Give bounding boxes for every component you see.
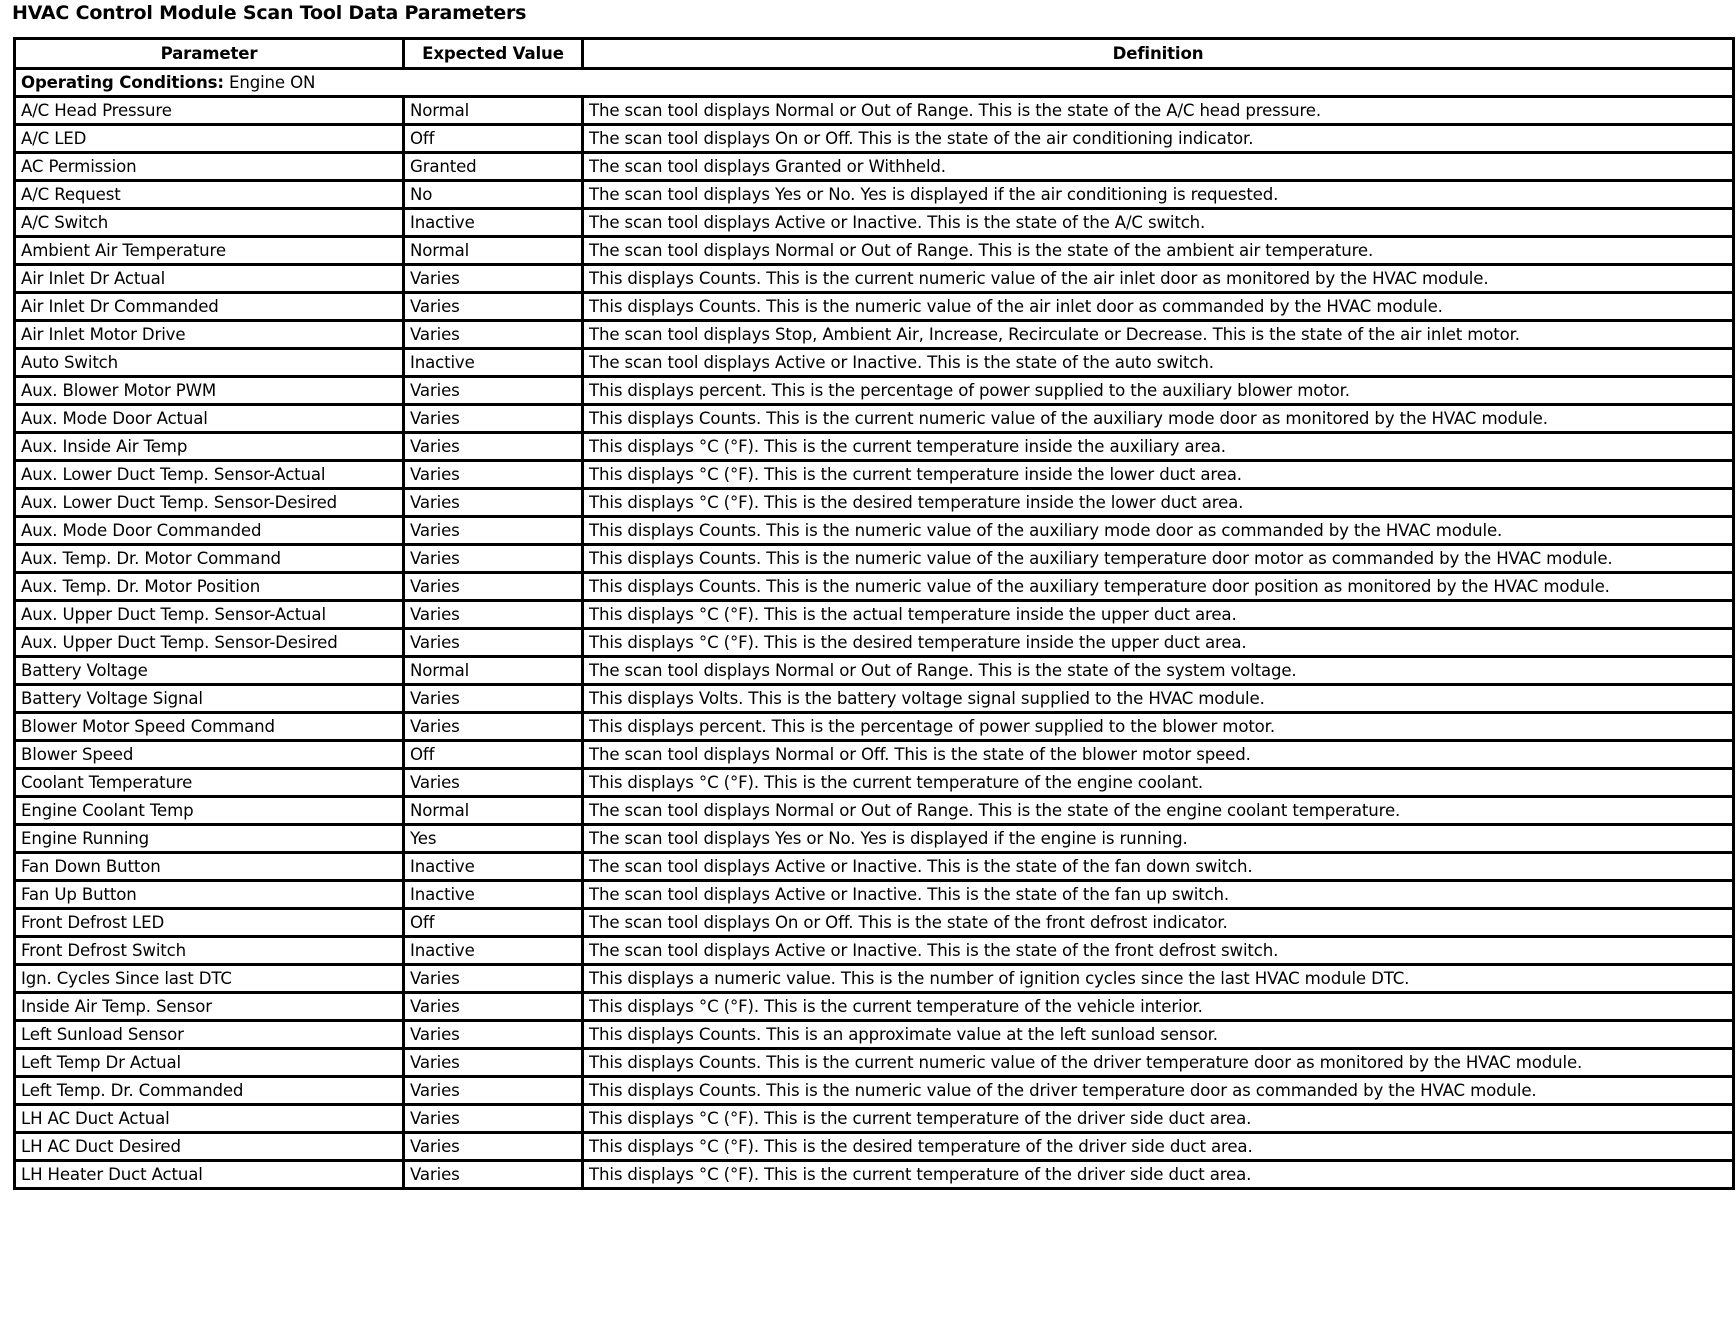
definition-cell: This displays Counts. This is the current numeric value of the auxiliary mode door as monitored by the HVAC module. — [583, 405, 1734, 433]
expected-value-cell: Varies — [404, 993, 583, 1021]
expected-value-cell: Off — [404, 909, 583, 937]
table-row — [15, 685, 1734, 713]
parameter-cell: Aux. Mode Door Commanded — [15, 517, 404, 545]
operating-conditions-value: Engine ON — [229, 73, 316, 92]
definition-cell: This displays Volts. This is the battery voltage signal supplied to the HVAC module. — [583, 685, 1734, 713]
expected-value-cell: Varies — [404, 433, 583, 461]
definition-cell: The scan tool displays Active or Inactive. This is the state of the fan down switch. — [583, 853, 1734, 881]
expected-value-cell: Varies — [404, 1133, 583, 1161]
parameter-cell: A/C Head Pressure — [15, 97, 404, 125]
definition-cell: This displays °C (°F). This is the current temperature of the driver side duct area. — [583, 1161, 1734, 1189]
definition-cell: This displays Counts. This is the numeric value of the auxiliary mode door as commanded by the HVAC module. — [583, 517, 1734, 545]
parameter-cell: LH AC Duct Desired — [15, 1133, 404, 1161]
parameter-cell: Aux. Blower Motor PWM — [15, 377, 404, 405]
parameter-cell: Auto Switch — [15, 349, 404, 377]
table-row — [15, 881, 1734, 909]
definition-cell: This displays Counts. This is the numeric value of the air inlet door as commanded by the HVAC module. — [583, 293, 1734, 321]
table-row — [15, 517, 1734, 545]
table-row — [15, 937, 1734, 965]
definition-cell: The scan tool displays Active or Inactive. This is the state of the A/C switch. — [583, 209, 1734, 237]
expected-value-cell: Inactive — [404, 937, 583, 965]
definition-cell: This displays °C (°F). This is the current temperature inside the lower duct area. — [583, 461, 1734, 489]
table-row — [15, 181, 1734, 209]
definition-cell: The scan tool displays Active or Inactive. This is the state of the front defrost switch. — [583, 937, 1734, 965]
parameters-table — [13, 37, 1735, 1190]
parameter-cell: Aux. Temp. Dr. Motor Command — [15, 545, 404, 573]
parameter-cell: Battery Voltage Signal — [15, 685, 404, 713]
parameter-cell: LH Heater Duct Actual — [15, 1161, 404, 1189]
parameter-cell: Aux. Temp. Dr. Motor Position — [15, 573, 404, 601]
table-row — [15, 825, 1734, 853]
definition-cell: This displays °C (°F). This is the desired temperature inside the upper duct area. — [583, 629, 1734, 657]
definition-cell: The scan tool displays Normal or Out of Range. This is the state of the A/C head pressure. — [583, 97, 1734, 125]
expected-value-cell: Varies — [404, 629, 583, 657]
table-row — [15, 573, 1734, 601]
parameter-cell: Inside Air Temp. Sensor — [15, 993, 404, 1021]
table-row — [15, 657, 1734, 685]
parameter-cell: Engine Coolant Temp — [15, 797, 404, 825]
expected-value-cell: Granted — [404, 153, 583, 181]
parameter-cell: Aux. Upper Duct Temp. Sensor-Desired — [15, 629, 404, 657]
table-row — [15, 909, 1734, 937]
definition-cell: The scan tool displays Active or Inactive. This is the state of the fan up switch. — [583, 881, 1734, 909]
table-row — [15, 1049, 1734, 1077]
table-row — [15, 1105, 1734, 1133]
definition-cell: This displays °C (°F). This is the current temperature of the driver side duct area. — [583, 1105, 1734, 1133]
parameter-cell: A/C LED — [15, 125, 404, 153]
page-title: HVAC Control Module Scan Tool Data Parameters — [12, 2, 527, 24]
expected-value-cell: Varies — [404, 1049, 583, 1077]
table-row — [15, 797, 1734, 825]
expected-value-cell: Varies — [404, 1161, 583, 1189]
table-row — [15, 1161, 1734, 1189]
parameter-cell: Front Defrost Switch — [15, 937, 404, 965]
table-row — [15, 97, 1734, 125]
parameter-cell: A/C Request — [15, 181, 404, 209]
table-row — [15, 433, 1734, 461]
parameter-cell: Air Inlet Dr Actual — [15, 265, 404, 293]
definition-cell: The scan tool displays Active or Inactive. This is the state of the auto switch. — [583, 349, 1734, 377]
expected-value-cell: Off — [404, 125, 583, 153]
table-row — [15, 321, 1734, 349]
definition-cell: This displays °C (°F). This is the current temperature of the vehicle interior. — [583, 993, 1734, 1021]
table-row — [15, 153, 1734, 181]
definition-cell: The scan tool displays Granted or Withheld. — [583, 153, 1734, 181]
definition-cell: The scan tool displays Normal or Out of Range. This is the state of the engine coolant temperature. — [583, 797, 1734, 825]
parameter-cell: Aux. Inside Air Temp — [15, 433, 404, 461]
expected-value-cell: Varies — [404, 377, 583, 405]
expected-value-cell: Varies — [404, 601, 583, 629]
parameter-cell: Air Inlet Motor Drive — [15, 321, 404, 349]
table-row — [15, 629, 1734, 657]
definition-cell: This displays Counts. This is the current numeric value of the driver temperature door as monitored by the HVAC module. — [583, 1049, 1734, 1077]
parameter-cell: LH AC Duct Actual — [15, 1105, 404, 1133]
parameter-cell: Front Defrost LED — [15, 909, 404, 937]
table-row — [15, 489, 1734, 517]
parameter-cell: Fan Down Button — [15, 853, 404, 881]
table-row — [15, 349, 1734, 377]
parameter-cell: Coolant Temperature — [15, 769, 404, 797]
table-row — [15, 405, 1734, 433]
table-row — [15, 1021, 1734, 1049]
definition-cell: This displays a numeric value. This is the number of ignition cycles since the last HVAC module DTC. — [583, 965, 1734, 993]
expected-value-cell: No — [404, 181, 583, 209]
definition-cell: This displays percent. This is the percentage of power supplied to the blower motor. — [583, 713, 1734, 741]
expected-value-cell: Inactive — [404, 853, 583, 881]
expected-value-cell: Varies — [404, 405, 583, 433]
parameter-cell: AC Permission — [15, 153, 404, 181]
expected-value-cell: Varies — [404, 545, 583, 573]
expected-value-cell: Normal — [404, 797, 583, 825]
table-row — [15, 713, 1734, 741]
definition-cell: The scan tool displays Normal or Off. This is the state of the blower motor speed. — [583, 741, 1734, 769]
expected-value-cell: Varies — [404, 685, 583, 713]
definition-cell: The scan tool displays Stop, Ambient Air, Increase, Recirculate or Decrease. This is the state of the air inlet motor. — [583, 321, 1734, 349]
definition-cell: The scan tool displays Yes or No. Yes is displayed if the air conditioning is requested. — [583, 181, 1734, 209]
parameter-cell: Ign. Cycles Since last DTC — [15, 965, 404, 993]
parameter-cell: Aux. Upper Duct Temp. Sensor-Actual — [15, 601, 404, 629]
parameter-cell: A/C Switch — [15, 209, 404, 237]
expected-value-cell: Varies — [404, 1105, 583, 1133]
definition-cell: This displays °C (°F). This is the current temperature inside the auxiliary area. — [583, 433, 1734, 461]
parameter-cell: Aux. Lower Duct Temp. Sensor-Desired — [15, 489, 404, 517]
table-row — [15, 853, 1734, 881]
table-row — [15, 769, 1734, 797]
operating-conditions-label: Operating Conditions: — [21, 73, 224, 92]
parameter-cell: Left Temp. Dr. Commanded — [15, 1077, 404, 1105]
parameter-cell: Fan Up Button — [15, 881, 404, 909]
definition-cell: This displays Counts. This is the numeric value of the driver temperature door as commanded by the HVAC module. — [583, 1077, 1734, 1105]
definition-cell: This displays percent. This is the percentage of power supplied to the auxiliary blower motor. — [583, 377, 1734, 405]
table-row — [15, 1077, 1734, 1105]
parameter-cell: Blower Speed — [15, 741, 404, 769]
definition-cell: The scan tool displays Normal or Out of Range. This is the state of the ambient air temperature. — [583, 237, 1734, 265]
table-row — [15, 293, 1734, 321]
expected-value-cell: Varies — [404, 713, 583, 741]
operating-conditions-row — [15, 69, 1734, 97]
table-row — [15, 965, 1734, 993]
table-row — [15, 1133, 1734, 1161]
header-definition: Definition — [583, 39, 1734, 69]
parameter-cell: Battery Voltage — [15, 657, 404, 685]
parameter-cell: Air Inlet Dr Commanded — [15, 293, 404, 321]
expected-value-cell: Varies — [404, 321, 583, 349]
definition-cell: This displays Counts. This is an approximate value at the left sunload sensor. — [583, 1021, 1734, 1049]
definition-cell: The scan tool displays Yes or No. Yes is displayed if the engine is running. — [583, 825, 1734, 853]
parameter-cell: Ambient Air Temperature — [15, 237, 404, 265]
parameter-cell: Left Temp Dr Actual — [15, 1049, 404, 1077]
definition-cell: This displays °C (°F). This is the actual temperature inside the upper duct area. — [583, 601, 1734, 629]
table-row — [15, 209, 1734, 237]
expected-value-cell: Varies — [404, 769, 583, 797]
definition-cell: The scan tool displays On or Off. This is the state of the front defrost indicator. — [583, 909, 1734, 937]
expected-value-cell: Varies — [404, 489, 583, 517]
expected-value-cell: Yes — [404, 825, 583, 853]
parameter-cell: Engine Running — [15, 825, 404, 853]
definition-cell: This displays °C (°F). This is the current temperature of the engine coolant. — [583, 769, 1734, 797]
expected-value-cell: Varies — [404, 265, 583, 293]
expected-value-cell: Varies — [404, 573, 583, 601]
header-expected-value: Expected Value — [404, 39, 583, 69]
table-row — [15, 461, 1734, 489]
table-row — [15, 125, 1734, 153]
expected-value-cell: Normal — [404, 657, 583, 685]
definition-cell: This displays °C (°F). This is the desired temperature of the driver side duct area. — [583, 1133, 1734, 1161]
table-row — [15, 601, 1734, 629]
header-parameter: Parameter — [15, 39, 404, 69]
table-row — [15, 377, 1734, 405]
parameter-cell: Left Sunload Sensor — [15, 1021, 404, 1049]
definition-cell: This displays Counts. This is the current numeric value of the air inlet door as monitored by the HVAC module. — [583, 265, 1734, 293]
parameter-cell: Blower Motor Speed Command — [15, 713, 404, 741]
table-row — [15, 993, 1734, 1021]
expected-value-cell: Varies — [404, 1021, 583, 1049]
expected-value-cell: Normal — [404, 237, 583, 265]
parameter-cell: Aux. Mode Door Actual — [15, 405, 404, 433]
table-row — [15, 237, 1734, 265]
operating-conditions — [15, 69, 1734, 97]
table-row — [15, 545, 1734, 573]
expected-value-cell: Varies — [404, 1077, 583, 1105]
expected-value-cell: Inactive — [404, 209, 583, 237]
expected-value-cell: Varies — [404, 461, 583, 489]
table-row — [15, 741, 1734, 769]
expected-value-cell: Normal — [404, 97, 583, 125]
definition-cell: The scan tool displays On or Off. This is the state of the air conditioning indicator. — [583, 125, 1734, 153]
expected-value-cell: Varies — [404, 293, 583, 321]
table-row — [15, 265, 1734, 293]
parameter-cell: Aux. Lower Duct Temp. Sensor-Actual — [15, 461, 404, 489]
definition-cell: This displays °C (°F). This is the desired temperature inside the lower duct area. — [583, 489, 1734, 517]
expected-value-cell: Inactive — [404, 881, 583, 909]
expected-value-cell: Inactive — [404, 349, 583, 377]
expected-value-cell: Off — [404, 741, 583, 769]
definition-cell: This displays Counts. This is the numeric value of the auxiliary temperature door position as monitored by the HVAC module. — [583, 573, 1734, 601]
definition-cell: The scan tool displays Normal or Out of Range. This is the state of the system voltage. — [583, 657, 1734, 685]
table-header-row — [15, 39, 1734, 69]
expected-value-cell: Varies — [404, 517, 583, 545]
definition-cell: This displays Counts. This is the numeric value of the auxiliary temperature door motor as commanded by the HVAC module. — [583, 545, 1734, 573]
expected-value-cell: Varies — [404, 965, 583, 993]
